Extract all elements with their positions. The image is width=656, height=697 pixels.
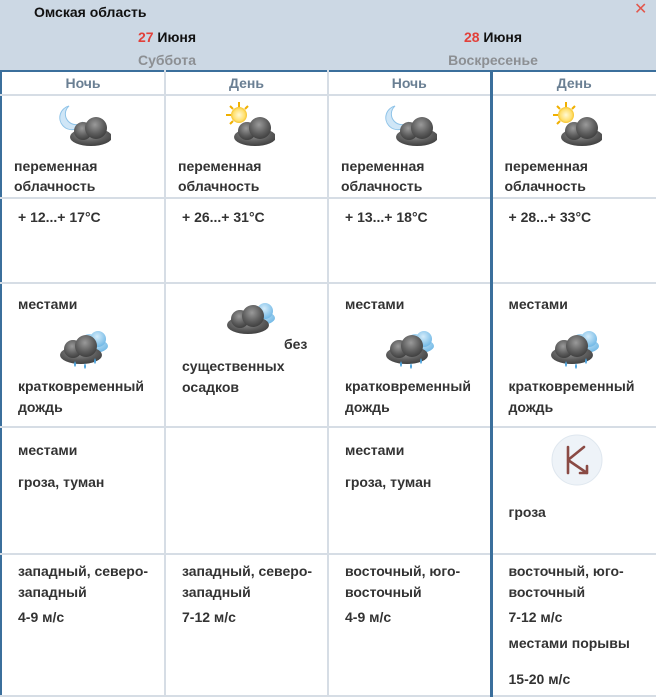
precip-cell — [2, 284, 164, 426]
day-caption-1 — [6, 28, 328, 69]
sun-cloud-icon — [219, 100, 275, 148]
sun-cloud-icon — [546, 100, 602, 148]
phenomena-cell — [493, 428, 656, 553]
wind-direction: западный, северо-западный — [18, 561, 168, 603]
wind-cell — [493, 555, 656, 695]
moon-cloud-icon — [381, 100, 437, 148]
moon-cloud-icon — [55, 100, 111, 148]
cloud-cell — [166, 96, 327, 197]
column-header-night-2: Ночь — [328, 71, 491, 95]
cloud-cell — [493, 96, 656, 197]
weekday-label: Воскресенье — [332, 51, 654, 69]
region-title: Омская область — [34, 4, 146, 20]
weekday-label: Суббота — [6, 51, 328, 69]
phenomena-cell — [2, 428, 164, 553]
wind-gust-speed: 15-20 м/с — [509, 671, 571, 687]
date-month: Июня — [480, 29, 523, 45]
column-header-day-2: День — [491, 71, 656, 95]
phenomena-cell — [329, 428, 490, 553]
precip-cell — [493, 284, 656, 426]
phenomena-text: гроза, туман — [345, 474, 431, 490]
precip-qualifier: местами — [509, 296, 568, 312]
wind-speed: 7-12 м/с — [182, 609, 236, 625]
date-number: 28 — [464, 29, 480, 45]
phenomena-qualifier: местами — [18, 442, 77, 458]
phenomena-cell-empty — [166, 428, 327, 553]
precip-text: существенных осадков — [182, 356, 327, 398]
wind-gust-label: местами порывы — [509, 635, 630, 651]
forecast-table — [0, 70, 656, 697]
wind-direction: восточный, юго-восточный — [345, 561, 495, 603]
cloud-text: переменная облачность — [14, 156, 159, 196]
rain-cloud-icon — [381, 320, 437, 372]
phenomena-text: гроза, туман — [18, 474, 104, 490]
precip-qualifier: местами — [18, 296, 77, 312]
column-header-night-1: Ночь — [1, 71, 165, 95]
cloud-text: переменная облачность — [178, 156, 323, 196]
precip-text: кратковременный дождь — [345, 376, 490, 418]
wind-direction: восточный, юго-восточный — [509, 561, 656, 603]
date-number: 27 — [138, 29, 154, 45]
day-caption-2 — [332, 28, 654, 69]
temperature-row — [1, 198, 656, 283]
rain-cloud-icon — [546, 320, 602, 372]
thunderstorm-symbol-icon — [551, 434, 603, 486]
phenomena-qualifier: местами — [345, 442, 404, 458]
precip-qualifier: без — [284, 336, 307, 352]
wind-cell — [329, 555, 490, 695]
phenomena-text: гроза — [509, 504, 546, 520]
wind-speed: 7-12 м/с — [509, 609, 563, 625]
temperature-value: + 12...+ 17°C — [18, 209, 101, 225]
precip-text: кратковременный дождь — [18, 376, 163, 418]
column-header-day-1: День — [165, 71, 328, 95]
date-label — [6, 28, 328, 46]
temperature-value: + 26...+ 31°C — [182, 209, 265, 225]
close-icon[interactable]: ✕ — [634, 2, 650, 18]
cloudiness-row — [1, 95, 656, 198]
temperature-value: + 28...+ 33°C — [509, 209, 592, 225]
date-month: Июня — [154, 29, 197, 45]
forecast-header — [0, 0, 656, 70]
wind-direction: западный, северо-западный — [182, 561, 332, 603]
precip-qualifier: местами — [345, 296, 404, 312]
precip-text: кратковременный дождь — [509, 376, 654, 418]
cloud-cell — [329, 96, 490, 197]
precipitation-row — [1, 283, 656, 427]
cloud-text: переменная облачность — [341, 156, 486, 196]
wind-cell — [166, 555, 327, 695]
wind-row — [1, 554, 656, 696]
period-header-row — [1, 71, 656, 95]
wind-speed: 4-9 м/с — [18, 609, 64, 625]
cloud-cell — [2, 96, 164, 197]
cloud-text: переменная облачность — [505, 156, 650, 196]
wind-cell — [2, 555, 164, 695]
precip-cell — [166, 284, 327, 426]
phenomena-row — [1, 427, 656, 554]
cloud-icon — [222, 296, 278, 336]
precip-cell — [329, 284, 490, 426]
temperature-value: + 13...+ 18°C — [345, 209, 428, 225]
date-label — [332, 28, 654, 46]
wind-speed: 4-9 м/с — [345, 609, 391, 625]
rain-cloud-icon — [55, 320, 111, 372]
